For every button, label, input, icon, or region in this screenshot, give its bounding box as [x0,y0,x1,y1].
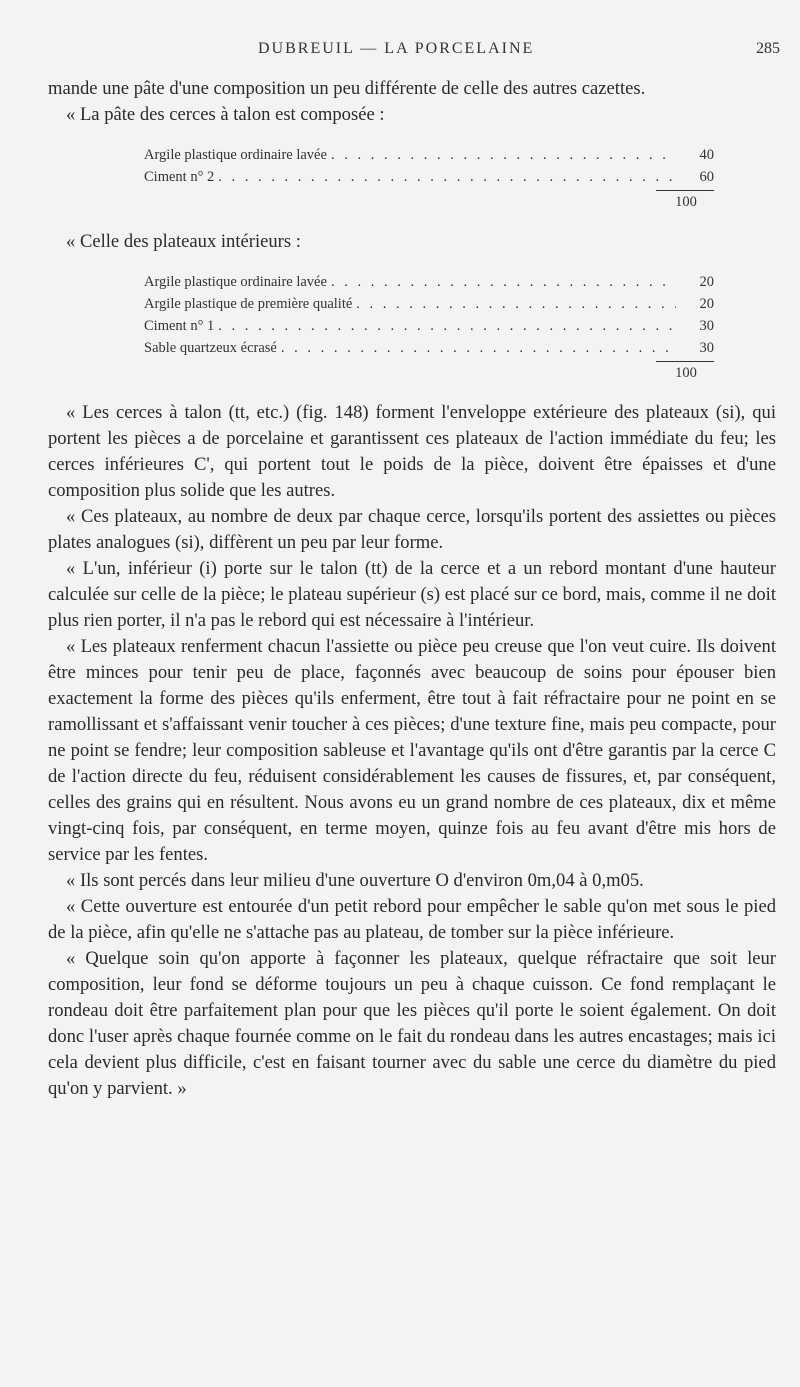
ingredient-value: 30 [699,340,714,356]
recipe-row [144,271,714,293]
recipe-total: 100 [675,194,697,210]
paragraph-2: « La pâte des cerces à talon est composée : [66,104,385,125]
recipe-total-row [144,191,714,213]
page-number: 285 [756,40,780,57]
ingredient-label: Sable quartzeux écrasé [144,340,277,356]
leader-dots [356,293,676,315]
ingredient-value: 20 [699,296,714,312]
recipe-total-row [144,362,714,384]
leader-dots [331,271,676,293]
recipe-row [144,166,714,188]
recipe-total: 100 [675,365,697,381]
paragraph-10: « Quelque soin qu'on apporte à façonner les plateaux, quelque réfractaire que soit leur composition, leur fond se déforme toujours un peu à chaque cuisson. Ce fond remplaçant le rondeau doit être parfaitement plan pour que les pièces qu'il porte le soient également. On doit donc l'user après chaque fournée comme on le fait du rondeau dans les autres encastages; mais ici cela devient plus difficile, c'est en faisant tourner avec du sable une cerce du diamètre du pied qu'on y parvient. » [48,948,776,1099]
body-text [48,76,776,1102]
recipe-plateaux [144,271,714,384]
paragraph-8: « Ils sont percés dans leur milieu d'une ouverture O d'environ 0m,04 à 0,m05. [66,870,644,891]
running-head: DUBREUIL — LA PORCELAINE [258,40,535,57]
ingredient-label: Argile plastique ordinaire lavée [144,147,327,163]
paragraph-6: « L'un, inférieur (i) porte sur le talon (tt) de la cerce et a un rebord montant d'une hauteur calculée sur celle de la pièce; le plateau supérieur (s) est placé sur ce bord, mais, comme il ne doit plus rien porter, il n'a pas le rebord qui est nécessaire à l'intérieur. [48,558,776,631]
leader-dots [331,144,676,166]
paragraph-7: « Les plateaux renferment chacun l'assiette ou pièce peu creuse que l'on veut cuire. Ils doivent être minces pour tenir peu de place, façonnés avec beaucoup de soins pour épouser bien exactement la forme des pièces qu'ils enferment, être tout à fait réfractaire pour ne point en se ramollissant et s'affaissant venir toucher à ces pièces; d'une texture fine, mais peu compacte, pour ne point se fendre; leur composition sableuse et l'avantage qu'ils ont d'être garantis par la cerce C de l'action directe du feu, réduisent considérablement les causes de fissures, et, par conséquent, celles des grains qui en résultent. Nous avons eu un grand nombre de ces plateaux, dix et même vingt-cinq fois, par conséquent, en terme moyen, quinze fois au feu avant d'être mis hors de service par les fentes. [48,636,776,865]
recipe-row [144,315,714,337]
ingredient-value: 60 [699,169,714,185]
leader-dots [218,166,676,188]
ingredient-label: Ciment n° 2 [144,169,215,185]
paragraph-1: mande une pâte d'une composition un peu différente de celle des autres cazettes. [48,78,646,99]
ingredient-label: Ciment n° 1 [144,318,215,334]
ingredient-label: Argile plastique ordinaire lavée [144,274,327,290]
ingredient-value: 20 [699,274,714,290]
leader-dots [281,337,676,359]
paragraph-9: « Cette ouverture est entourée d'un petit rebord pour empêcher le sable qu'on met sous le pied de la pièce, afin qu'elle ne s'attache pas au plateau, de tomber sur la pièce inférieure. [48,896,776,943]
ingredient-value: 40 [699,147,714,163]
ingredient-label: Argile plastique de première qualité [144,296,353,312]
paragraph-3: « Celle des plateaux intérieurs : [66,231,301,252]
recipe-row [144,144,714,166]
recipe-row [144,337,714,359]
paragraph-5: « Ces plateaux, au nombre de deux par chaque cerce, lorsqu'ils portent des assiettes ou pièces plates analogues (si), diffèrent un peu par leur forme. [48,506,776,553]
leader-dots [218,315,676,337]
recipe-row [144,293,714,315]
ingredient-value: 30 [699,318,714,334]
paragraph-4: « Les cerces à talon (tt, etc.) (fig. 148) forment l'enveloppe extérieure des plateaux (si), qui portent les pièces a de porcelaine et garantissent ces plateaux de l'action immédiate du feu; les cerces inférieures C', qui portent tout le poids de la pièce, doivent être épaisses et d'une composition plus solide que les autres. [48,402,776,501]
recipe-cerces [144,144,714,213]
page-header [0,40,800,64]
